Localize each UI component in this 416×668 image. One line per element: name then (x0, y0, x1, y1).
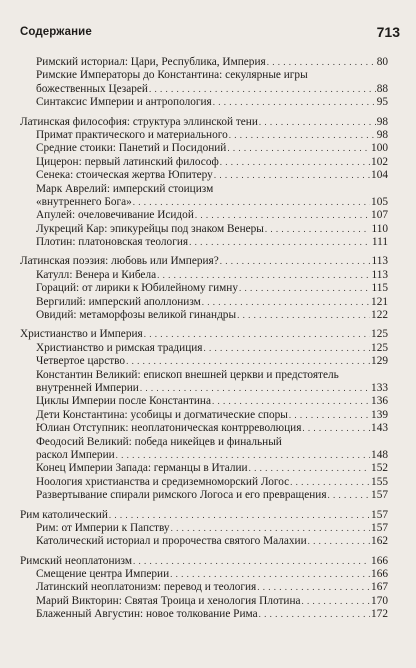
toc-entry[interactable] (36, 282, 388, 295)
entry-page-number: 107 (371, 209, 388, 222)
entry-title-continuation: божественных Цезарей (36, 82, 148, 95)
entry-page-number: 125 (371, 328, 388, 341)
entry-page-number: 80 (376, 56, 388, 68)
dot-leader (214, 169, 370, 182)
dot-leader (202, 296, 370, 309)
toc-entry[interactable] (36, 183, 416, 196)
dot-leader (220, 156, 370, 169)
toc-entry[interactable] (36, 56, 388, 69)
dot-leader (212, 395, 370, 408)
dot-leader (290, 476, 370, 489)
entry-page-number: 121 (371, 295, 388, 308)
entry-title: Примат практического и материального (36, 128, 228, 141)
entry-page-number: 105 (371, 195, 388, 208)
toc-entry[interactable] (36, 522, 388, 535)
toc-section[interactable] (20, 555, 388, 568)
entry-page-number: 133 (371, 381, 388, 394)
entry-page-number: 125 (371, 341, 388, 354)
dot-leader (302, 595, 371, 608)
entry-page-number: 148 (371, 448, 388, 461)
toc-entry[interactable] (36, 96, 388, 109)
entry-page-number: 111 (371, 236, 388, 249)
dot-leader (109, 509, 370, 522)
toc-section[interactable] (20, 509, 388, 522)
dot-leader (220, 255, 371, 268)
entry-title: Марк Аврелий: имперский стоицизм (36, 182, 214, 195)
dot-leader (249, 462, 370, 475)
entry-title: Константин Великий: епископ внешней церкви и предстоятель (36, 368, 339, 381)
toc-entry-continuation[interactable] (36, 382, 388, 395)
entry-title: Дети Константина: усобицы и догматические споры (36, 408, 288, 421)
dot-leader (213, 96, 376, 109)
entry-title: Синтаксис Империи и антропология (36, 96, 212, 109)
dot-leader (289, 409, 370, 422)
toc-entry[interactable] (36, 169, 388, 182)
toc-entry[interactable] (36, 236, 388, 249)
toc-entry[interactable] (36, 462, 388, 475)
toc-entry[interactable] (36, 296, 388, 309)
dot-leader (144, 328, 370, 341)
entry-title: Сенека: стоическая жертва Юпитеру (36, 169, 213, 182)
entry-title: Циклы Империи после Константина (36, 395, 211, 408)
dot-leader (259, 608, 370, 621)
entry-page-number: 143 (371, 422, 388, 435)
dot-leader (239, 282, 370, 295)
dot-leader (308, 535, 370, 548)
dot-leader (267, 56, 376, 69)
toc-section[interactable] (20, 116, 388, 129)
entry-title: Апулей: очеловечивание Исидой (36, 209, 194, 222)
entry-title: Христианство и Империя (20, 328, 143, 341)
entry-title: Ноология христианства и средиземноморский Логос (36, 475, 290, 488)
entry-title: Рим католический (20, 508, 108, 521)
entry-title: Овидий: метаморфозы великой гинандры (36, 309, 237, 322)
entry-page-number: 102 (371, 155, 388, 168)
toc-section[interactable] (20, 328, 388, 341)
toc-entry[interactable] (36, 156, 388, 169)
entry-page-number: 98 (376, 115, 388, 128)
entry-page-number: 157 (371, 489, 388, 502)
dot-leader (189, 236, 371, 249)
dot-leader (227, 142, 370, 155)
table-of-contents (0, 56, 416, 622)
entry-page-number: 139 (371, 408, 388, 421)
toc-entry-continuation[interactable] (36, 196, 388, 209)
entry-page-number: 115 (371, 282, 388, 295)
toc-entry[interactable] (36, 568, 388, 581)
entry-title: Конец Империи Запада: германцы в Италии (36, 462, 248, 475)
dot-leader (265, 223, 371, 236)
dot-leader (170, 568, 370, 581)
entry-title: Четвертое царство (36, 355, 126, 368)
entry-title: Средние стоики: Панетий и Посидоний (36, 142, 227, 155)
entry-title: Смещение центра Империи (36, 568, 170, 581)
toc-entry[interactable] (36, 269, 388, 282)
toc-entry[interactable] (36, 129, 388, 142)
dot-leader (302, 422, 370, 435)
entry-title: Римский историал: Цари, Республика, Империя (36, 56, 266, 68)
entry-title: Вергилий: имперский аполлонизм (36, 295, 201, 308)
page-header (20, 24, 400, 42)
entry-title: Катулл: Венера и Кибела (36, 268, 157, 281)
entry-title: Плотин: платоновская теология (36, 236, 189, 249)
entry-title: Развертывание спирали римского Логоса и его превращения (36, 489, 327, 502)
dot-leader (140, 382, 370, 395)
dot-leader (229, 129, 376, 142)
entry-title: Юлиан Отступник: неоплатоническая контрреволюция (36, 422, 302, 435)
entry-page-number: 155 (371, 475, 388, 488)
entry-page-number: 157 (371, 508, 388, 521)
entry-page-number: 170 (371, 594, 388, 607)
toc-entry[interactable] (36, 395, 388, 408)
dot-leader (328, 489, 371, 502)
dot-leader (133, 196, 370, 209)
entry-title: Блаженный Августин: новое толкование Рима (36, 608, 258, 621)
page-number: 713 (376, 24, 400, 40)
dot-leader (195, 209, 370, 222)
entry-page-number: 110 (371, 222, 388, 235)
toc-entry-continuation[interactable] (36, 83, 388, 96)
entry-page-number: 162 (371, 535, 388, 548)
toc-entry[interactable] (36, 355, 388, 368)
toc-entry[interactable] (36, 436, 416, 449)
entry-title: Рим: от Империи к Папству (36, 521, 170, 534)
toc-entry[interactable] (36, 535, 388, 548)
toc-entry[interactable] (36, 595, 388, 608)
running-title: Содержание (20, 26, 92, 38)
toc-entry[interactable] (36, 369, 416, 382)
toc-entry[interactable] (36, 422, 388, 435)
entry-title: Римский неоплатонизм (20, 554, 132, 567)
entry-page-number: 113 (371, 268, 388, 281)
entry-title: Гораций: от лирики к Юбилейному гимну (36, 282, 238, 295)
toc-entry[interactable] (36, 342, 388, 355)
dot-leader (259, 116, 376, 129)
dot-leader (116, 449, 370, 462)
toc-entry[interactable] (36, 409, 388, 422)
entry-page-number: 172 (371, 608, 388, 621)
toc-entry[interactable] (36, 142, 388, 155)
toc-entry[interactable] (36, 69, 416, 82)
entry-title-continuation: раскол Империи (36, 448, 115, 461)
entry-page-number: 100 (371, 142, 388, 155)
dot-leader (204, 342, 371, 355)
toc-section[interactable] (20, 255, 388, 268)
entry-title: Христианство и римская традиция (36, 341, 203, 354)
dot-leader (171, 522, 370, 535)
entry-title: Латинская философия: структура эллинской тени (20, 115, 258, 128)
entry-title: Римские Императоры до Константина: секулярные игры (36, 69, 308, 82)
toc-entry-continuation[interactable] (36, 449, 388, 462)
dot-leader (257, 581, 370, 594)
dot-leader (237, 309, 370, 322)
toc-entry[interactable] (36, 209, 388, 222)
entry-page-number: 129 (371, 355, 388, 368)
entry-title: Католический историал и пророчества святого Малахии (36, 535, 307, 548)
toc-entry[interactable] (36, 608, 388, 621)
entry-title: Лукреций Кар: эпикурейцы под знаком Венеры (36, 222, 264, 235)
entry-page-number: 104 (371, 169, 388, 182)
toc-entry[interactable] (36, 309, 388, 322)
dot-leader (157, 269, 370, 282)
entry-title: Феодосий Великий: победа никейцев и финальный (36, 435, 282, 448)
entry-page-number: 166 (371, 568, 388, 581)
entry-page-number: 136 (371, 395, 388, 408)
toc-entry[interactable] (36, 581, 388, 594)
toc-entry[interactable] (36, 476, 388, 489)
dot-leader (133, 555, 370, 568)
entry-title-continuation: внутренней Империи (36, 381, 139, 394)
entry-page-number: 88 (376, 82, 388, 95)
toc-entry[interactable] (36, 223, 388, 236)
dot-leader (126, 355, 370, 368)
entry-page-number: 98 (376, 128, 388, 141)
entry-page-number: 167 (371, 581, 388, 594)
entry-title: Латинская поэзия: любовь или Империя? (20, 255, 219, 268)
entry-page-number: 122 (371, 309, 388, 322)
entry-page-number: 157 (371, 521, 388, 534)
entry-title-continuation: «внутреннего Бога» (36, 195, 132, 208)
entry-page-number: 113 (371, 255, 388, 268)
dot-leader (149, 83, 376, 96)
entry-page-number: 166 (371, 554, 388, 567)
entry-title: Латинский неоплатонизм: перевод и теология (36, 581, 257, 594)
entry-page-number: 152 (371, 462, 388, 475)
toc-entry[interactable] (36, 489, 388, 502)
entry-page-number: 95 (376, 96, 388, 109)
entry-title: Марий Викторин: Святая Троица и хенология Плотина (36, 594, 301, 607)
entry-title: Цицерон: первый латинский философ (36, 155, 219, 168)
